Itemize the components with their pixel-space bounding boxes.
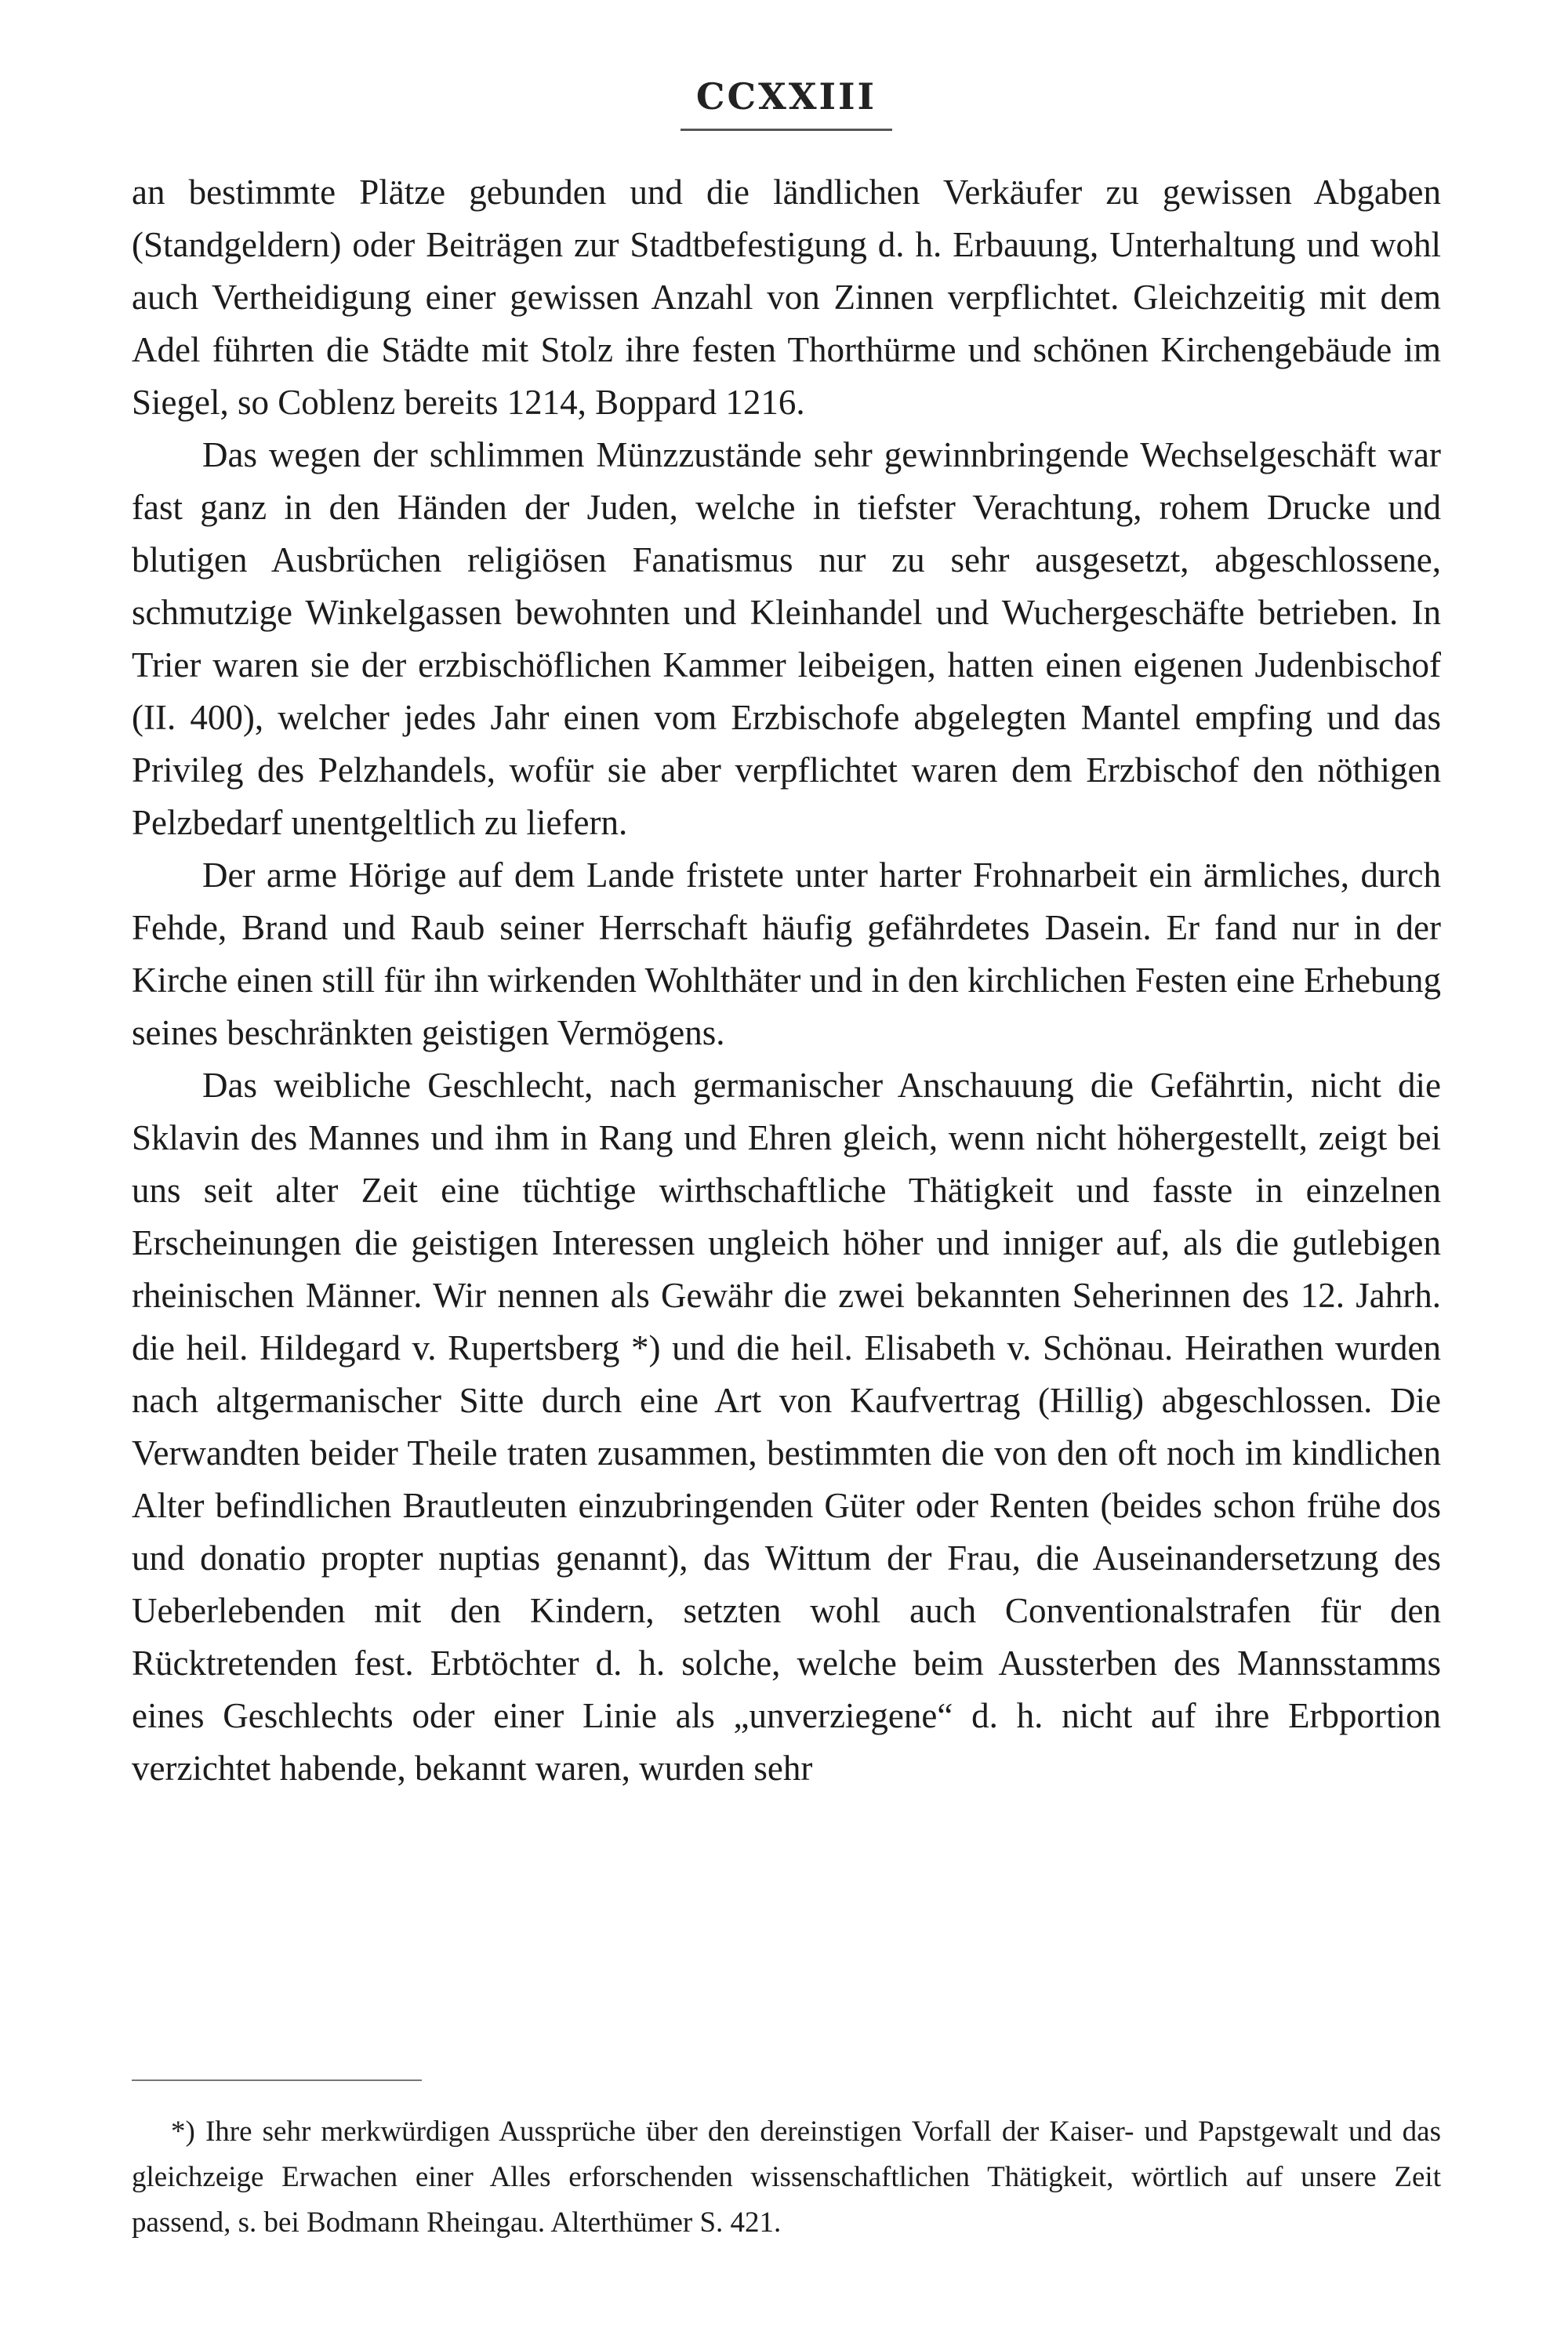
footnote-text: *) Ihre sehr merkwürdigen Aussprüche über den dereinstigen Vorfall der Kaiser- und Papstgewalt und das gleichzeige Erwachen einer Alles erforschenden wissenschaftlichen Thätigkeit, wörtlich auf unsere Zeit passend, s. bei Bodmann Rheingau. Alterthümer S. 421. xyxy=(132,2116,1441,2239)
paragraph-continuation: an bestimmte Plätze gebunden und die ländlichen Verkäufer zu gewissen Abgaben (Standgeldern) oder Beiträgen zur Stadtbefestigung d. h. Erbauung, Unterhaltung und wohl auch Vertheidigung einer gewissen Anzahl von Zinnen verpflichtet. Gleichzeitig mit dem Adel führten die Städte mit Stolz ihre festen Thorthürme und schönen Kirchengebäude im Siegel, so Coblenz bereits 1214, Boppard 1216. xyxy=(132,173,1441,422)
header-rule xyxy=(681,129,892,131)
paragraph-jews: Das wegen der schlimmen Münzzustände sehr gewinnbringende Wechselgeschäft war fast ganz in den Händen der Juden, welche in tiefster Verachtung, rohem Drucke und blutigen Ausbrüchen religiösen Fanatismus nur zu sehr ausgesetzt, abgeschlossene, schmutzige Winkelgassen bewohnten und Kleinhandel und Wuchergeschäfte betrieben. In Trier waren sie der erzbischöflichen Kammer leibeigen, hatten einen eigenen Judenbischof (II. 400), welcher jedes Jahr einen vom Erzbischofe abgelegten Mantel empfing und das Privileg des Pelzhandels, wofür sie aber verpflichtet waren dem Erzbischof den nöthigen Pelzbedarf unentgeltlich zu liefern. xyxy=(132,435,1441,842)
paragraph-serfs: Der arme Hörige auf dem Lande fristete unter harter Frohnarbeit ein ärmliches, durch Fehde, Brand und Raub seiner Herrschaft häufig gefährdetes Dasein. Er fand nur in der Kirche einen still für ihn wirkenden Wohlthäter und in den kirchlichen Festen eine Erhebung seines beschränkten geistigen Vermögens. xyxy=(132,855,1441,1052)
book-page xyxy=(132,0,1441,2350)
main-text xyxy=(132,166,1441,1795)
footnote xyxy=(132,2109,1441,2246)
footnote-rule xyxy=(132,2079,422,2081)
page-number-roman: CCXXIII xyxy=(695,75,877,118)
paragraph-women: Das weibliche Geschlecht, nach germanischer Anschauung die Gefährtin, nicht die Sklavin des Mannes und ihm in Rang und Ehren gleich, wenn nicht höhergestellt, zeigt bei uns seit alter Zeit eine tüchtige wirthschaftliche Thätigkeit und fasste in einzelnen Erscheinungen die geistigen Interessen ungleich höher und inniger auf, als die gutlebigen rheinischen Männer. Wir nennen als Gewähr die zwei bekannten Seherinnen des 12. Jahrh. die heil. Hildegard v. Rupertsberg *) und die heil. Elisabeth v. Schönau. Heirathen wurden nach altgermanischer Sitte durch eine Art von Kaufvertrag (Hillig) abgeschlossen. Die Verwandten beider Theile traten zusammen, bestimmten die von den oft noch im kindlichen Alter befindlichen Brautleuten einzubringenden Güter oder Renten (beides schon frühe dos und donatio propter nuptias genannt), das Wittum der Frau, die Auseinandersetzung des Ueberlebenden mit den Kindern, setzten wohl auch Conventionalstrafen für den Rücktretenden fest. Erbtöchter d. h. solche, welche beim Aussterben des Mannsstamms eines Geschlechts oder einer Linie als „unverziegene“ d. h. nicht auf ihre Erbportion verzichtet habende, bekannt waren, wurden sehr xyxy=(132,1066,1441,1788)
